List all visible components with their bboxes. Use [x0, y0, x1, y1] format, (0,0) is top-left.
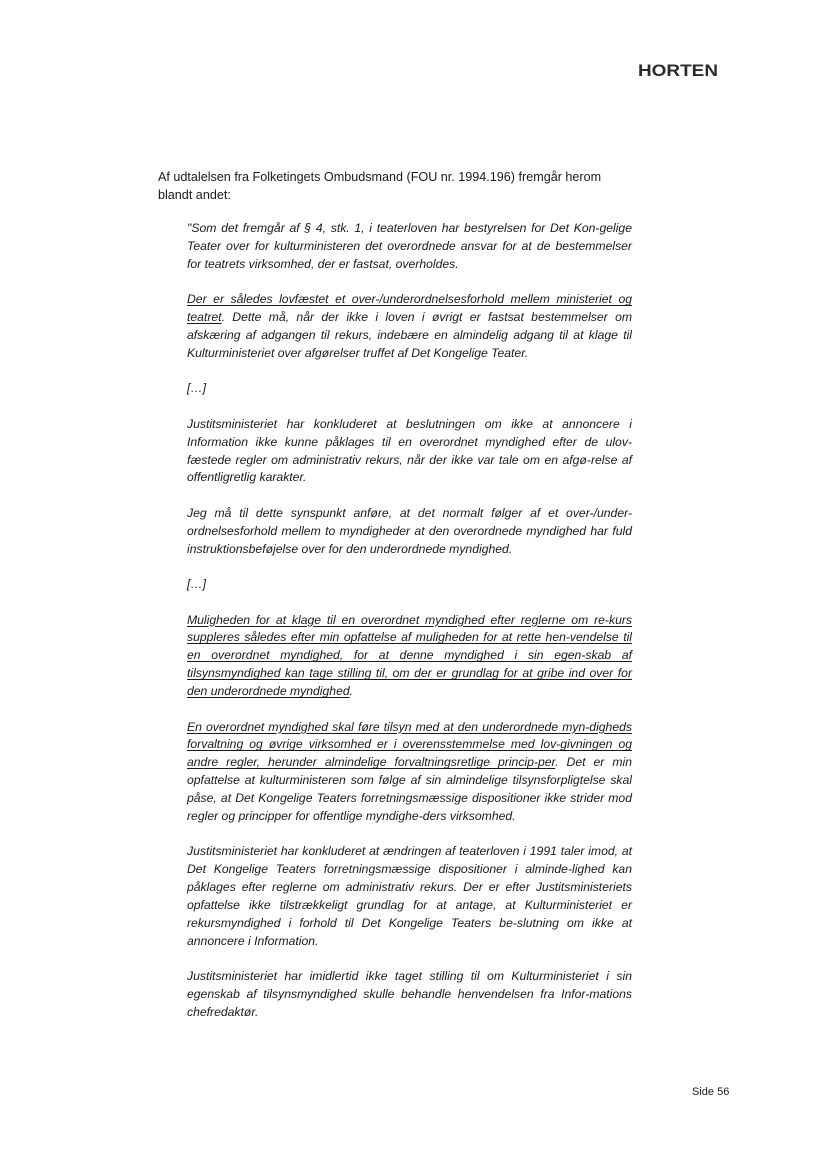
- quote-paragraph-4: Jeg må til dette synspunkt anføre, at det normalt følger af et over-/under-ordnelsesforhold mellem to myndigheder at den overordnede myndighed har fuld instruktionsbeføjelse over for den underordnede myndighed.: [187, 505, 632, 556]
- horten-logo-text: HORTEN: [638, 61, 718, 79]
- quote-paragraph-3: Justitsministeriet har konkluderet at beslutningen om ikke at annoncere i Information ikke kunne påklages til en overordnet myndighed efter de ulov-fæstede regler om administrativ rekurs, når der ikke var tale om en afgø-relse af offentligretlig karakter.: [187, 416, 632, 485]
- quote-block: [187, 220, 632, 1040]
- quote-paragraph-1: "Som det fremgår af § 4, stk. 1, i teaterloven har bestyrelsen for Det Kon-gelige Teater over for kulturministeren det overordnede ansvar for at de bestemmelser for teatrets virksomhed, der er fastsat, overholdes.: [187, 221, 632, 271]
- quote-paragraph-8: Justitsministeriet har imidlertid ikke taget stilling til om Kulturministeriet i sin egenskab af tilsynsmyndighed skulle behandle henvendelsen fra Infor-mations chefredaktør.: [187, 969, 632, 1020]
- quote-paragraph-2: Der er således lovfæstet et over-/underordnelsesforhold mellem ministeriet og teatret. Dette må, når der ikke i loven i øvrigt er fastsat bestemmelser om afskæring af adgangen til rekurs, indebære en almindelig adgang til at klage til Kulturministeriet over afgørelser truffet af Det Kongelige Teater.: [187, 292, 632, 360]
- quote-paragraph-5: Muligheden for at klage til en overordnet myndighed efter reglerne om re-kurs suppleres således efter min opfattelse af muligheden for at rette hen-vendelse til en overordnet myndighed, for at denne myndighed i sin egen-skab af tilsynsmyndighed kan tage stilling til, om der er grundlag for at gribe ind over for den underordnede myndighed.: [187, 612, 632, 699]
- underlined-text: En overordnet myndighed skal føre tilsyn med at den underordnede myn-digheds forvaltning og øvrige virksomhed er i overensstemmelse med lov-givningen og andre regler, herunder almindelige forvaltningsretlige princip-per: [187, 719, 632, 770]
- underlined-text: Muligheden for at klage til en overordnet myndighed efter reglerne om re-kurs suppleres således efter min opfattelse af muligheden for at rette hen-vendelse til en overordnet myndighed, for at denne myndighed i sin egen-skab af tilsynsmyndighed kan tage stilling til, om der er grundlag for at gribe ind over for den underordnede myndighed: [187, 612, 632, 699]
- horten-logo: [638, 61, 718, 79]
- intro-paragraph: Af udtalelsen fra Folketingets Ombudsmand (FOU nr. 1994.196) fremgår herom blandt andet:: [158, 170, 602, 202]
- quote-ellipsis-2: […]: [187, 577, 206, 592]
- underlined-text: Der er således lovfæstet et over-/underordnelsesforhold mellem ministeriet og teatret: [187, 292, 632, 325]
- page-number: Side 56: [692, 1086, 730, 1098]
- quote-paragraph-6: En overordnet myndighed skal føre tilsyn med at den underordnede myn-digheds forvaltning og øvrige virksomhed er i overensstemmelse med lov-givningen og andre regler, herunder almindelige forvaltningsretlige princip-per. Det er min opfattelse at kulturministeren som følge af sin almindelige tilsynsforpligtelse skal påse, at Det Kongelige Teaters forretningsmæssige dispositioner ikke strider mod regler og principper for offentlige myndighe-ders virksomhed.: [187, 719, 632, 824]
- quote-paragraph-7: Justitsministeriet har konkluderet at ændringen af teaterloven i 1991 taler imod, at Det Kongelige Teaters forretningsmæssige dispositioner i alminde-lighed kan påklages efter reglerne om administrativ rekurs. Der er efter Justitsministeriets opfattelse ikke tilstrækkeligt grundlag for at antage, at Kulturministeriet er rekursmyndighed i forhold til Det Kongelige Teaters be-slutning om ikke at annoncere i Information.: [187, 844, 632, 948]
- quote-ellipsis-1: […]: [187, 381, 206, 396]
